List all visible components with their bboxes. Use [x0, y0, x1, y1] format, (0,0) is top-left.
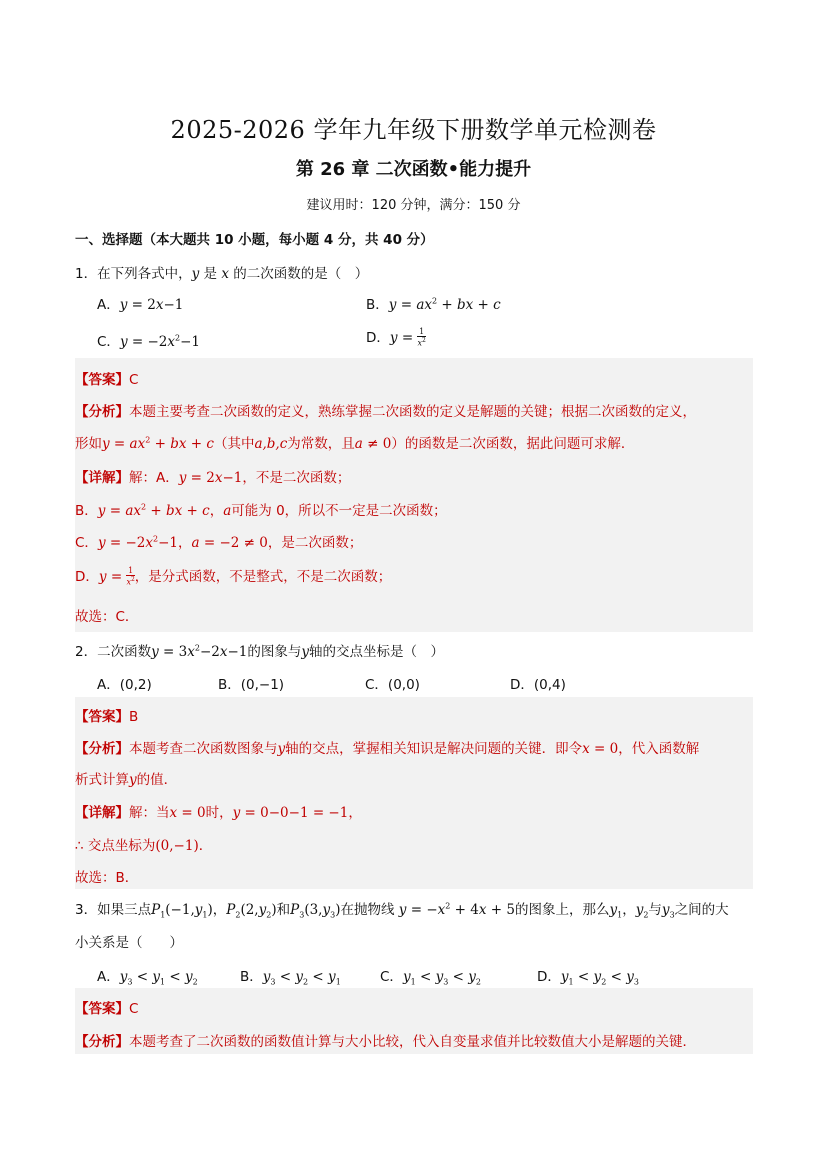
detail-text: ，: [348, 805, 362, 821]
detail-text: ，不是二次函数；: [242, 470, 351, 486]
q1-option-d: D．y = $\frac{1}{x^2}$: [366, 327, 426, 348]
detail-text: 时，: [205, 805, 233, 821]
q2-detail-line-1: 【详解】解：当x = 0时，y = 0−0−1 = −1，: [75, 805, 362, 821]
q2-option-c: C．(0,0): [365, 677, 420, 693]
q1-option-c: C．$y = -2x^2-1$: [97, 333, 200, 350]
detail-text: 解：A．: [129, 470, 179, 486]
q3-option-d: D．$y_1 < y_2 < y_3$: [537, 969, 639, 987]
answer-value: B: [129, 709, 139, 725]
detail-text: B．: [75, 503, 98, 519]
answer-tag: 【答案】: [75, 372, 129, 388]
analysis-text: 本题考查二次函数图象与: [129, 741, 278, 757]
option-label: B．: [366, 297, 389, 313]
q3-answer: [75, 997, 138, 1017]
q1-answer: [75, 368, 138, 388]
q3-stem-text: 之间的大: [674, 902, 729, 918]
detail-text: ，: [209, 503, 224, 519]
q1-stem: 1．在下列各式中，y 是 x 的二次函数的是（ ）: [75, 266, 369, 282]
q3-stem-line-2: 小关系是（ ）: [75, 935, 183, 951]
q1-detail-line-4: D．y = $\frac{1}{x^2}$ ，是分式函数，不是整式，不是二次函数；: [75, 566, 392, 587]
detail-text: D．: [75, 569, 99, 585]
q2-answer: [75, 705, 138, 725]
answer-value: C: [129, 1001, 139, 1017]
detail-text: 可能为 0，所以不一定是二次函数；: [231, 503, 447, 519]
q1-analysis-line-1: [75, 400, 696, 420]
analysis-text: ，代入函数解: [618, 741, 700, 757]
q1-detail-line-1: 【详解】解：A．y = 2x−1，不是二次函数；: [75, 470, 351, 486]
page-subtitle: 第 26 章 二次函数•能力提升: [295, 159, 532, 180]
analysis-text: 析式计算: [75, 772, 129, 788]
q1-analysis-line-2: 形如$y = ax^2$ + bx + c（其中a,b,c为常数，且a ≠ 0）的函数是二次函数，据此问题可求解．: [75, 435, 635, 452]
q1-detail-line-2: B．$y = ax^2$ + bx + c，a可能为 0，所以不一定是二次函数；: [75, 502, 447, 519]
q2-option-a: A．(0,2): [97, 677, 152, 693]
detail-text: ，: [178, 535, 192, 551]
q2-solution-box: [75, 697, 753, 889]
q2-stem: 2．二次函数$y = 3x^2-2x-1$的图象与y轴的交点坐标是（ ）: [75, 643, 445, 660]
q1-option-a: A．y = 2x−1: [97, 297, 184, 313]
analysis-text: 本题主要考查二次函数的定义，熟练掌握二次函数的定义是解题的关键；根据二次函数的定义，: [129, 404, 696, 420]
q3-stem-text: ，: [622, 902, 636, 918]
q1-option-b: B．$y = ax^2$ + bx + c: [366, 296, 501, 313]
q3-analysis-line-1: [75, 1030, 696, 1050]
q3-stem-text: 和: [276, 902, 291, 918]
q3-option-c: C．$y_1 < y_3 < y_2$: [380, 969, 481, 987]
q2-analysis-line-2: 析式计算y的值．: [75, 772, 178, 788]
q3-stem-text: 的图象上，那么: [514, 902, 610, 918]
q1-stem-text: 是: [203, 266, 218, 282]
analysis-tag: 【分析】: [75, 1034, 129, 1050]
analysis-tag: 【分析】: [75, 741, 129, 757]
option-label: B．: [240, 969, 263, 985]
page-title: 2025-2026 学年九年级下册数学单元检测卷: [170, 116, 657, 144]
q3-option-a: A．$y_3 < y_1 < y_2$: [97, 969, 198, 987]
analysis-text: 本题考查了二次函数的函数值计算与大小比较，代入自变量求值并比较数值大小是解题的关键．: [129, 1034, 696, 1050]
option-label: D．: [366, 330, 390, 346]
q2-option-d: D．(0,4): [510, 677, 566, 693]
q2-detail-line-2: ∴ 交点坐标为(0,−1)．: [75, 838, 213, 854]
detail-text: ．: [198, 838, 213, 854]
option-label: D．: [537, 969, 561, 985]
analysis-text: 的值．: [136, 772, 178, 788]
detail-text: ，是分式函数，不是整式，不是二次函数；: [134, 569, 392, 585]
answer-tag: 【答案】: [75, 709, 129, 725]
analysis-tag: 【分析】: [75, 404, 129, 420]
section-heading: 一、选择题（本大题共 10 小题，每小题 4 分，共 40 分）: [75, 232, 434, 248]
detail-tag: 【详解】: [75, 805, 129, 821]
analysis-text: ）的函数是二次函数，据此问题可求解．: [391, 436, 635, 452]
q3-option-b: B．$y_3 < y_2 < y_1$: [240, 969, 341, 987]
answer-tag: 【答案】: [75, 1001, 129, 1017]
answer-value: C: [129, 372, 139, 388]
option-label: A．: [97, 969, 120, 985]
analysis-text: 轴的交点，掌握相关知识是解决问题的关键．即令: [285, 741, 583, 757]
analysis-text: （其中: [213, 436, 255, 452]
detail-text: C．: [75, 535, 98, 551]
option-label: A．: [97, 297, 120, 313]
q1-stem-text: 的二次函数的是（ ）: [233, 266, 369, 282]
q1-detail-line-3: C．$y = -2x^2-1$，a = −2 ≠ 0，是二次函数；: [75, 534, 363, 551]
option-label: C．: [380, 969, 403, 985]
q3-stem-text: ，: [212, 902, 227, 918]
analysis-text: 为常数，且: [287, 436, 355, 452]
q2-stem-text: 2．二次函数: [75, 644, 152, 660]
detail-text: ∴ 交点坐标为: [75, 838, 156, 854]
detail-text: 解：当: [129, 805, 170, 821]
q2-stem-text: 的图象与: [247, 644, 302, 660]
time-score-advice: 建议用时：120 分钟，满分：150 分: [306, 198, 521, 213]
q2-conclusion: 故选：B．: [75, 870, 139, 886]
detail-text: ，是二次函数；: [267, 535, 363, 551]
detail-tag: 【详解】: [75, 470, 129, 486]
q3-stem-text: 3．如果三点: [75, 902, 152, 918]
option-label: C．: [97, 334, 120, 350]
q3-stem-text: 在抛物线: [340, 902, 395, 918]
q3-stem-text: 与: [648, 902, 662, 918]
q2-stem-text: 轴的交点坐标是（ ）: [309, 644, 445, 660]
q1-conclusion: 故选：C．: [75, 609, 139, 625]
q2-option-b: B．(0,−1): [218, 677, 285, 693]
analysis-text: 形如: [75, 436, 102, 452]
q3-stem-line-1: 3．如果三点$P_1(-1,y_1)$，$P_2(2,y_2)$和$P_3(3,y_3)$在抛物线 $y = -x^2 + 4x + 5$的图象上，那么$y_1$，$y_2$与$y_3$之间的大: [75, 901, 729, 920]
q2-analysis-line-1: 【分析】本题考查二次函数图象与y轴的交点，掌握相关知识是解决问题的关键．即令x = 0，代入函数解: [75, 741, 700, 757]
q1-stem-text: 1．在下列各式中，: [75, 266, 192, 282]
